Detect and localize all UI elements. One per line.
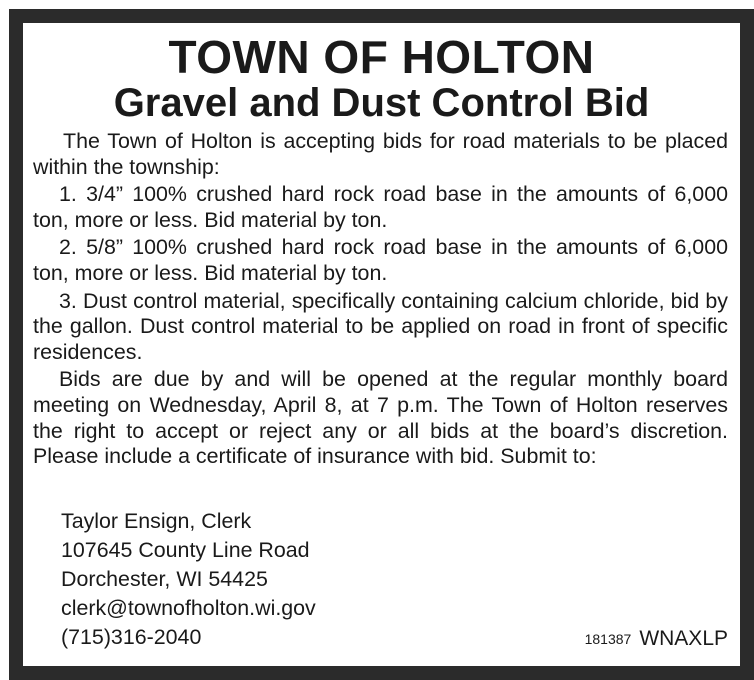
bid-terms-paragraph: Bids are due by and will be opened at the regular monthly board meeting on Wednesday, April 8, at 7 p.m. The Town of Holton reserves the right to accept or reject any or all bids at the board’s discretion. Please include a certificate of insurance with bid. Submit to: [33,367,728,469]
contact-address: 107645 County Line Road [61,538,310,562]
legal-notice-box [9,9,754,680]
notice-body [33,129,728,472]
contact-name: Taylor Ensign, Clerk [61,509,252,533]
intro-paragraph: The Town of Holton is accepting bids for road materials to be placed within the township: [33,129,728,179]
item-1-paragraph: 1. 3/4” 100% crushed hard rock road base in the amounts of 6,000 ton, more or less. Bid material by ton. [33,182,728,232]
ad-number: 181387 [584,631,632,647]
contact-email: clerk@townofholton.wi.gov [61,596,316,620]
notice-title: TOWN OF HOLTON [168,31,595,83]
contact-block [61,507,316,652]
notice-subtitle: Gravel and Dust Control Bid [113,81,650,125]
contact-city: Dorchester, WI 54425 [61,567,268,591]
ad-codes [585,627,728,651]
contact-phone: (715)316-2040 [61,625,202,649]
item-3-paragraph: 3. Dust control material, specifically containing calcium chloride, bid by the gallon. Dust control material to be applied on road in front of specific residences. [33,288,728,364]
item-2-paragraph: 2. 5/8” 100% crushed hard rock road base in the amounts of 6,000 ton, more or less. Bid material by ton. [33,235,728,285]
publication-code: WNAXLP [639,627,728,650]
